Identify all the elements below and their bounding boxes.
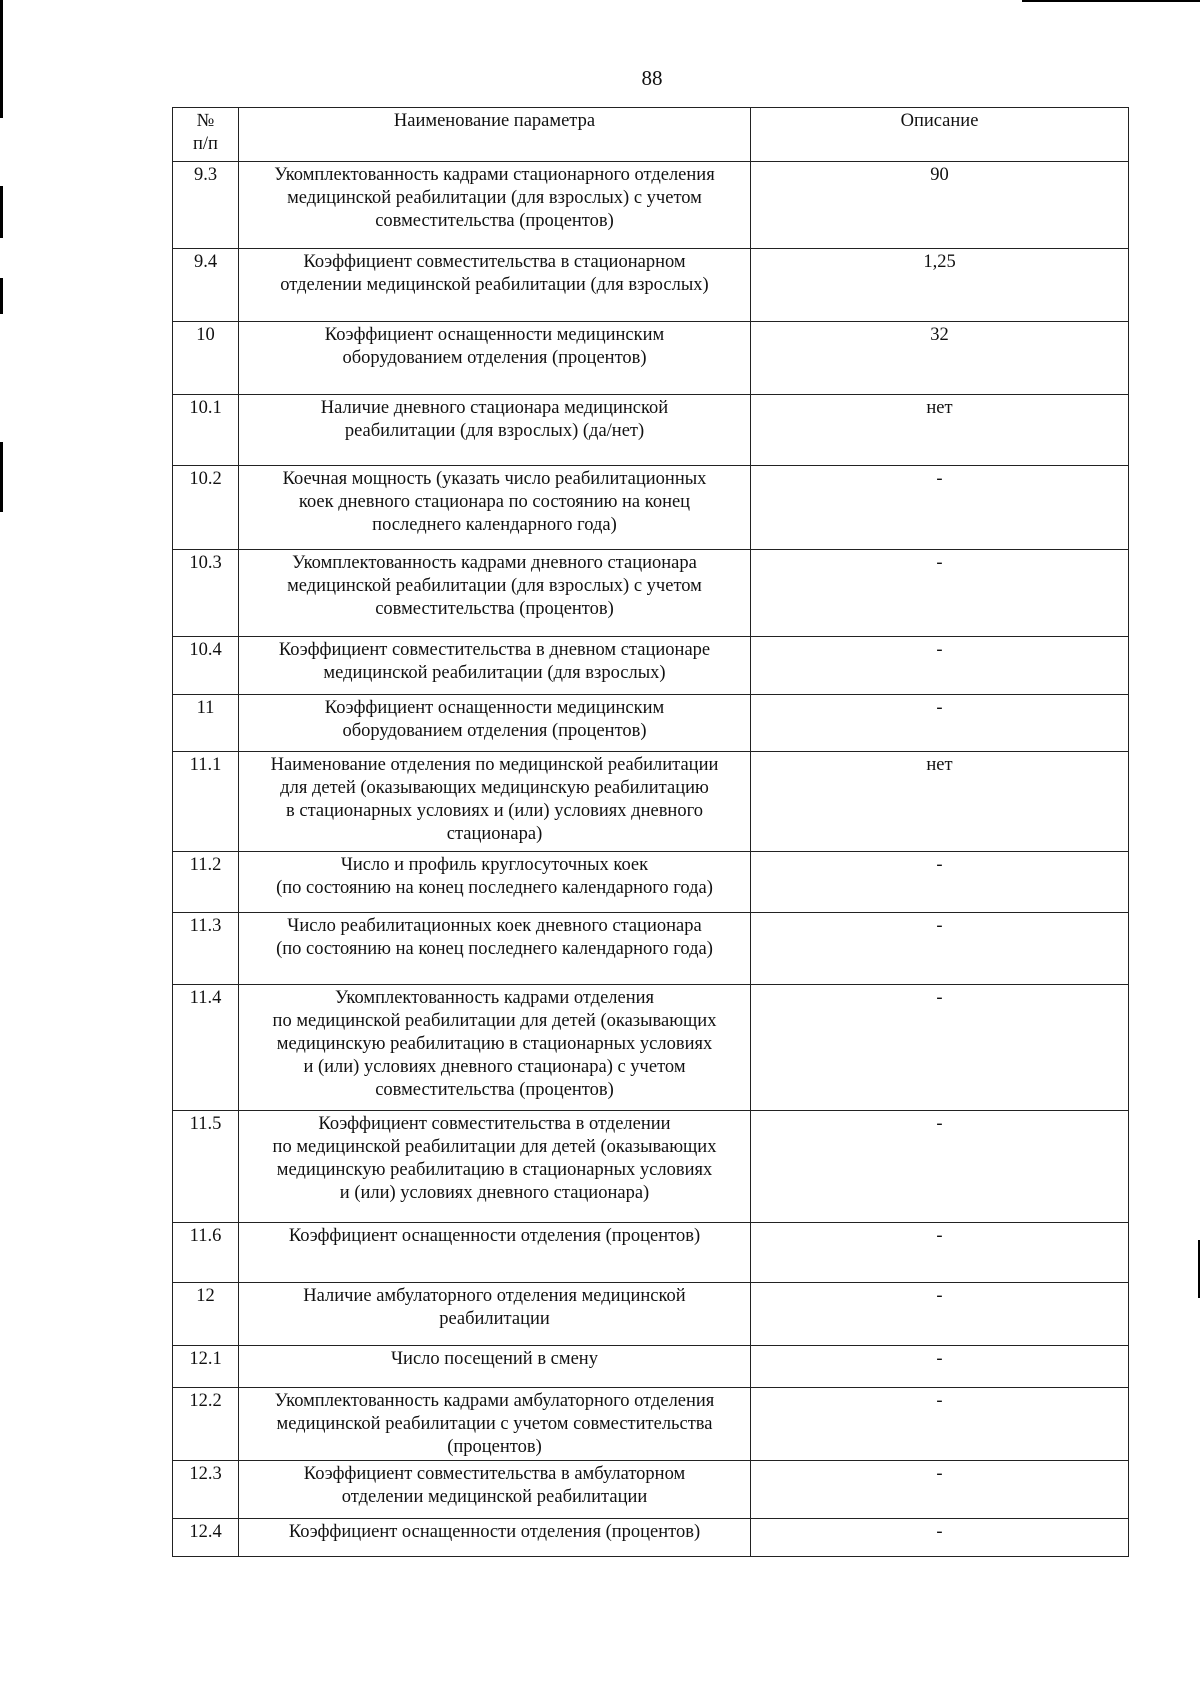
parameter-name: Коэффициент оснащенности медицинским оборудованием отделения (процентов) [239, 695, 751, 752]
parameter-name: Укомплектованность кадрами стационарного отделения медицинской реабилитации (для взрослых) с учетом совместительства (процентов) [239, 162, 751, 249]
row-number: 12.4 [173, 1519, 239, 1557]
table-row [173, 1283, 1129, 1346]
parameter-name: Коэффициент совместительства в дневном стационаре медицинской реабилитации (для взрослых) [239, 637, 751, 695]
row-number: 11.6 [173, 1223, 239, 1283]
parameter-description: 1,25 [751, 249, 1129, 322]
parameter-name: Укомплектованность кадрами амбулаторного отделения медицинской реабилитации с учетом совместительства (процентов) [239, 1388, 751, 1461]
parameter-name: Укомплектованность кадрами отделения по медицинской реабилитации для детей (оказывающих медицинскую реабилитацию в стационарных условиях и (или) условиях дневного стационара) с учетом совместительства (процентов) [239, 985, 751, 1111]
parameter-description: 90 [751, 162, 1129, 249]
parameter-description: - [751, 1346, 1129, 1388]
table-row [173, 1223, 1129, 1283]
table-row [173, 550, 1129, 637]
row-number: 11.4 [173, 985, 239, 1111]
parameter-name: Укомплектованность кадрами дневного стационара медицинской реабилитации (для взрослых) с учетом совместительства (процентов) [239, 550, 751, 637]
row-number: 12 [173, 1283, 239, 1346]
parameter-name: Коэффициент совместительства в стационарном отделении медицинской реабилитации (для взрослых) [239, 249, 751, 322]
row-number: 10.2 [173, 466, 239, 550]
row-number: 10.1 [173, 395, 239, 466]
parameter-name: Число реабилитационных коек дневного стационара (по состоянию на конец последнего календарного года) [239, 913, 751, 985]
table-row [173, 913, 1129, 985]
row-number: 10 [173, 322, 239, 395]
parameter-name: Наличие дневного стационара медицинской реабилитации (для взрослых) (да/нет) [239, 395, 751, 466]
row-number: 10.3 [173, 550, 239, 637]
parameter-name: Коэффициент оснащенности отделения (процентов) [239, 1519, 751, 1557]
table-row [173, 162, 1129, 249]
row-number: 11 [173, 695, 239, 752]
header-desc: Описание [751, 108, 1129, 162]
row-number: 11.5 [173, 1111, 239, 1223]
parameter-name: Число посещений в смену [239, 1346, 751, 1388]
scan-edge-mark [0, 278, 3, 314]
parameter-description: - [751, 466, 1129, 550]
row-number: 11.2 [173, 852, 239, 913]
row-number: 10.4 [173, 637, 239, 695]
table-row [173, 852, 1129, 913]
table-row [173, 322, 1129, 395]
parameter-name: Число и профиль круглосуточных коек (по состоянию на конец последнего календарного года) [239, 852, 751, 913]
table-row [173, 1461, 1129, 1519]
parameters-table [172, 107, 1129, 1557]
table-row [173, 1111, 1129, 1223]
table-row [173, 249, 1129, 322]
scan-edge-mark [1022, 0, 1200, 2]
table-row [173, 1519, 1129, 1557]
parameter-name: Наименование отделения по медицинской реабилитации для детей (оказывающих медицинскую реабилитацию в стационарных условиях и (или) условиях дневного стационара) [239, 752, 751, 852]
row-number: 12.1 [173, 1346, 239, 1388]
row-number: 11.3 [173, 913, 239, 985]
table-header-row [173, 108, 1129, 162]
parameter-name: Коэффициент оснащенности медицинским оборудованием отделения (процентов) [239, 322, 751, 395]
table-row [173, 752, 1129, 852]
parameter-name: Коэффициент оснащенности отделения (процентов) [239, 1223, 751, 1283]
parameter-description: нет [751, 395, 1129, 466]
parameter-name: Коэффициент совместительства в отделении по медицинской реабилитации для детей (оказывающих медицинскую реабилитацию в стационарных условиях и (или) условиях дневного стационара) [239, 1111, 751, 1223]
table-row [173, 466, 1129, 550]
page-number: 88 [641, 66, 663, 90]
scan-edge-mark [0, 442, 3, 512]
parameter-name: Коэффициент совместительства в амбулаторном отделении медицинской реабилитации [239, 1461, 751, 1519]
row-number: 11.1 [173, 752, 239, 852]
parameter-description: 32 [751, 322, 1129, 395]
parameter-name: Коечная мощность (указать число реабилитационных коек дневного стационара по состоянию на конец последнего календарного года) [239, 466, 751, 550]
parameter-description: - [751, 852, 1129, 913]
parameter-description: - [751, 1388, 1129, 1461]
header-num: № п/п [173, 108, 239, 162]
table-row [173, 1388, 1129, 1461]
parameter-description: - [751, 913, 1129, 985]
parameter-description: - [751, 1283, 1129, 1346]
row-number: 9.4 [173, 249, 239, 322]
row-number: 9.3 [173, 162, 239, 249]
scan-edge-mark [0, 0, 3, 118]
parameter-name: Наличие амбулаторного отделения медицинской реабилитации [239, 1283, 751, 1346]
header-name: Наименование параметра [239, 108, 751, 162]
parameter-description: - [751, 1519, 1129, 1557]
row-number: 12.2 [173, 1388, 239, 1461]
table-row [173, 637, 1129, 695]
parameter-description: - [751, 1223, 1129, 1283]
parameter-description: - [751, 1461, 1129, 1519]
table-row [173, 695, 1129, 752]
table-row [173, 395, 1129, 466]
parameter-description: - [751, 985, 1129, 1111]
scan-edge-mark [0, 186, 3, 238]
parameter-description: нет [751, 752, 1129, 852]
row-number: 12.3 [173, 1461, 239, 1519]
table-row [173, 1346, 1129, 1388]
parameter-description: - [751, 550, 1129, 637]
table-row [173, 985, 1129, 1111]
parameter-description: - [751, 695, 1129, 752]
parameter-description: - [751, 1111, 1129, 1223]
parameter-description: - [751, 637, 1129, 695]
